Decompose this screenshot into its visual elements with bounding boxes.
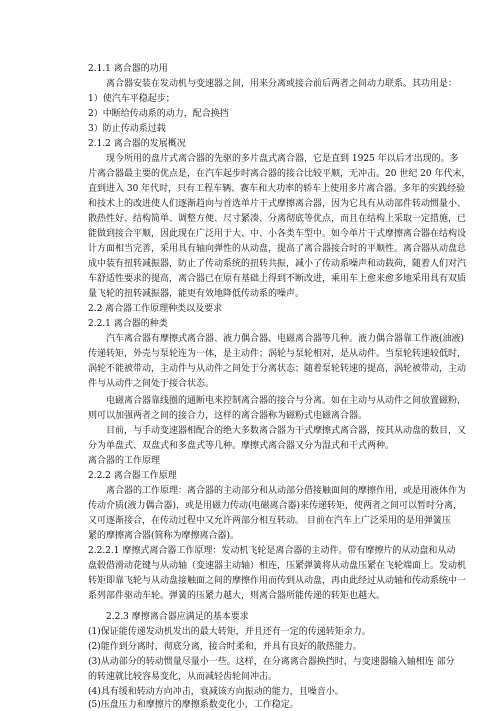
paragraph-line: 散热性好、结构简单、调整方便、尺寸紧凑、分离彻底等优点，而且在结构上采取一定措施，已 — [88, 214, 467, 224]
list-item: 2）中断给传动系的动力，配合换挡 — [88, 109, 229, 119]
paragraph-line: 电磁离合器靠线圈的通断电来控制离合器的接合与分离。如在主动与从动件之间放置磁粉， — [106, 396, 467, 406]
list-item: 1）使汽车平稳起步； — [88, 94, 175, 104]
paragraph-line: 分为单盘式、双盘式和多盘式等几种。摩擦式离合器又分为湿式和干式两种。 — [88, 441, 395, 451]
requirement-item: (5)压盘压力和摩擦片的摩擦系数变化小，工作稳定。 — [88, 700, 299, 710]
paragraph-line: 和技术上的改进使人们逐渐趋向与首选单片干式摩擦离合器，因为它具有从动部件转动惯量小、 — [88, 199, 467, 209]
paragraph-line: 现今所用的盘片式离合器的先驱的多片盘式离合器，它是直到 1925 年以后才出现的。多 — [106, 154, 459, 164]
heading-2-1-1: 2.1.1 离合器的功用 — [88, 64, 168, 74]
paragraph-line: 目前，与手动变速器相配合的绝大多数离合器为干式摩擦式离合器，按其从动盘的数目，又 — [106, 426, 467, 436]
list-item: 3）防止传动系过载 — [88, 124, 166, 134]
paragraph-line: 系列部件驱动车轮。弹簧的压紧力越大，则离合器所能传递的转矩也越大。 — [88, 591, 386, 601]
heading-2-2-3: 2.2.3 摩擦离合器应满足的基本要求 — [106, 612, 249, 622]
section-label: 离合器的工作原理 — [88, 456, 161, 466]
heading-2-2: 2.2 离合器工作原理种类以及要求 — [88, 304, 223, 314]
paragraph-line: 计方面相当完善，采用具有轴向弹性的从动盘，提高了离合器接合时的平顺性。离合器从动盘总 — [88, 244, 467, 254]
paragraph-line: 涡轮不能被带动，主动件与从动件之间处于分离状态；随着泵轮转速的提高，涡轮被带动，主动 — [88, 364, 467, 374]
heading-2-2-2-1: 2.2.2.1 摩擦式离合器工作原理：发动机飞轮是离合器的主动件。带有摩擦片的从动盘和从动 — [88, 546, 456, 556]
paragraph-line: 片离合器最主要的优点是，在汽车起步时离合器的接合比较平顺，无冲击。20 世纪 20 年代末， — [88, 169, 471, 179]
paragraph-line: 汽车离合器有摩擦式离合器、液力偶合器、电磁离合器等几种。液力偶合器靠工作液(油液) — [106, 334, 465, 344]
paragraph-line: 离合器的工作原理：离合器的主动部分和从动部分借接触面间的摩擦作用，或是用液体作为 — [106, 486, 467, 496]
paragraph-line: 成中装有扭转减振器，防止了传动系统的扭转共振，减小了传动系噪声和动载荷，随着人们对汽 — [88, 259, 467, 269]
paragraph-line: 离合器安装在发动机与变速器之间，用来分离或接合前后两者之间动力联系。其功用是： — [106, 79, 458, 89]
paragraph-line: 直到进入 30 年代时，只有工程车辆、赛车和大功率的轿车上使用多片离合器。多年的实践经验 — [88, 184, 466, 194]
paragraph-line: 车舒适性要求的提高，离合器已在原有基础上得到不断改进，乘用车上愈来愈多地采用具有双质 — [88, 274, 467, 284]
paragraph-line: 传动介质(液力偶合器)，或是用磁力传动(电磁离合器)来传递转矩，使两者之间可以暂时分离， — [88, 501, 463, 511]
paragraph-line: 件与从动件之间处于接合状态。 — [88, 379, 215, 389]
paragraph-line: 量飞轮的扭转减振器，能更有效地降低传动系的噪声。 — [88, 289, 305, 299]
requirement-item: (1)保证能传递发动机发出的最大转矩，并且还有一定的传递转矩余力。 — [88, 627, 371, 637]
heading-2-2-1: 2.2.1 离合器的种类 — [88, 319, 168, 329]
heading-2-1-2: 2.1.2 离合器的发展概况 — [88, 139, 186, 149]
requirement-item: (2)能作到分离时，彻底分离，接合时柔和，并具有良好的散热能力。 — [88, 642, 362, 652]
heading-2-2-2: 2.2.2 离合器工作原理 — [88, 471, 177, 481]
requirement-item: (4)具有缓和转动方向冲击，衰减该方向振动的能力，且噪音小。 — [88, 687, 344, 697]
requirement-item: 的转速就比较容易变化，从而减轻齿轮间冲击。 — [88, 672, 278, 682]
paragraph-line: 又可逐渐接合，在传动过程中又允许两部分相互转动。 目前在汽车上广泛采用的是用弹簧压 — [88, 516, 451, 526]
paragraph-line: 传递转矩，外壳与泵轮连为一体，是主动件；涡轮与泵轮相对，是从动件。当泵轮转速较低时， — [88, 349, 467, 359]
paragraph-line: 转矩即靠飞轮与从动盘接触面之间的摩擦作用而传到从动盘，再由此经过从动轴和传动系统中一 — [88, 576, 467, 586]
paragraph-line: 盘毂借滑动花键与从动轴（变速器主动轴）相连，压紧弹簧将从动盘压紧在飞轮端面上。发动机 — [88, 561, 467, 571]
paragraph-line: 则可以加强两者之间的接合力，这样的离合器称为磁粉式电磁离合器。 — [88, 411, 368, 421]
requirement-item: (3)从动部分的转动惯量尽量小一些。这样，在分离离合器换挡时，与变速器输入轴相连 部分 — [88, 657, 455, 667]
paragraph-line: 能做到接合平顺，因此现在广泛用于大、中、小各类车型中。如今单片干式摩擦离合器在结构设 — [88, 229, 467, 239]
paragraph-line: 紧的摩擦离合器(简称为摩擦离合器)。 — [88, 531, 240, 541]
